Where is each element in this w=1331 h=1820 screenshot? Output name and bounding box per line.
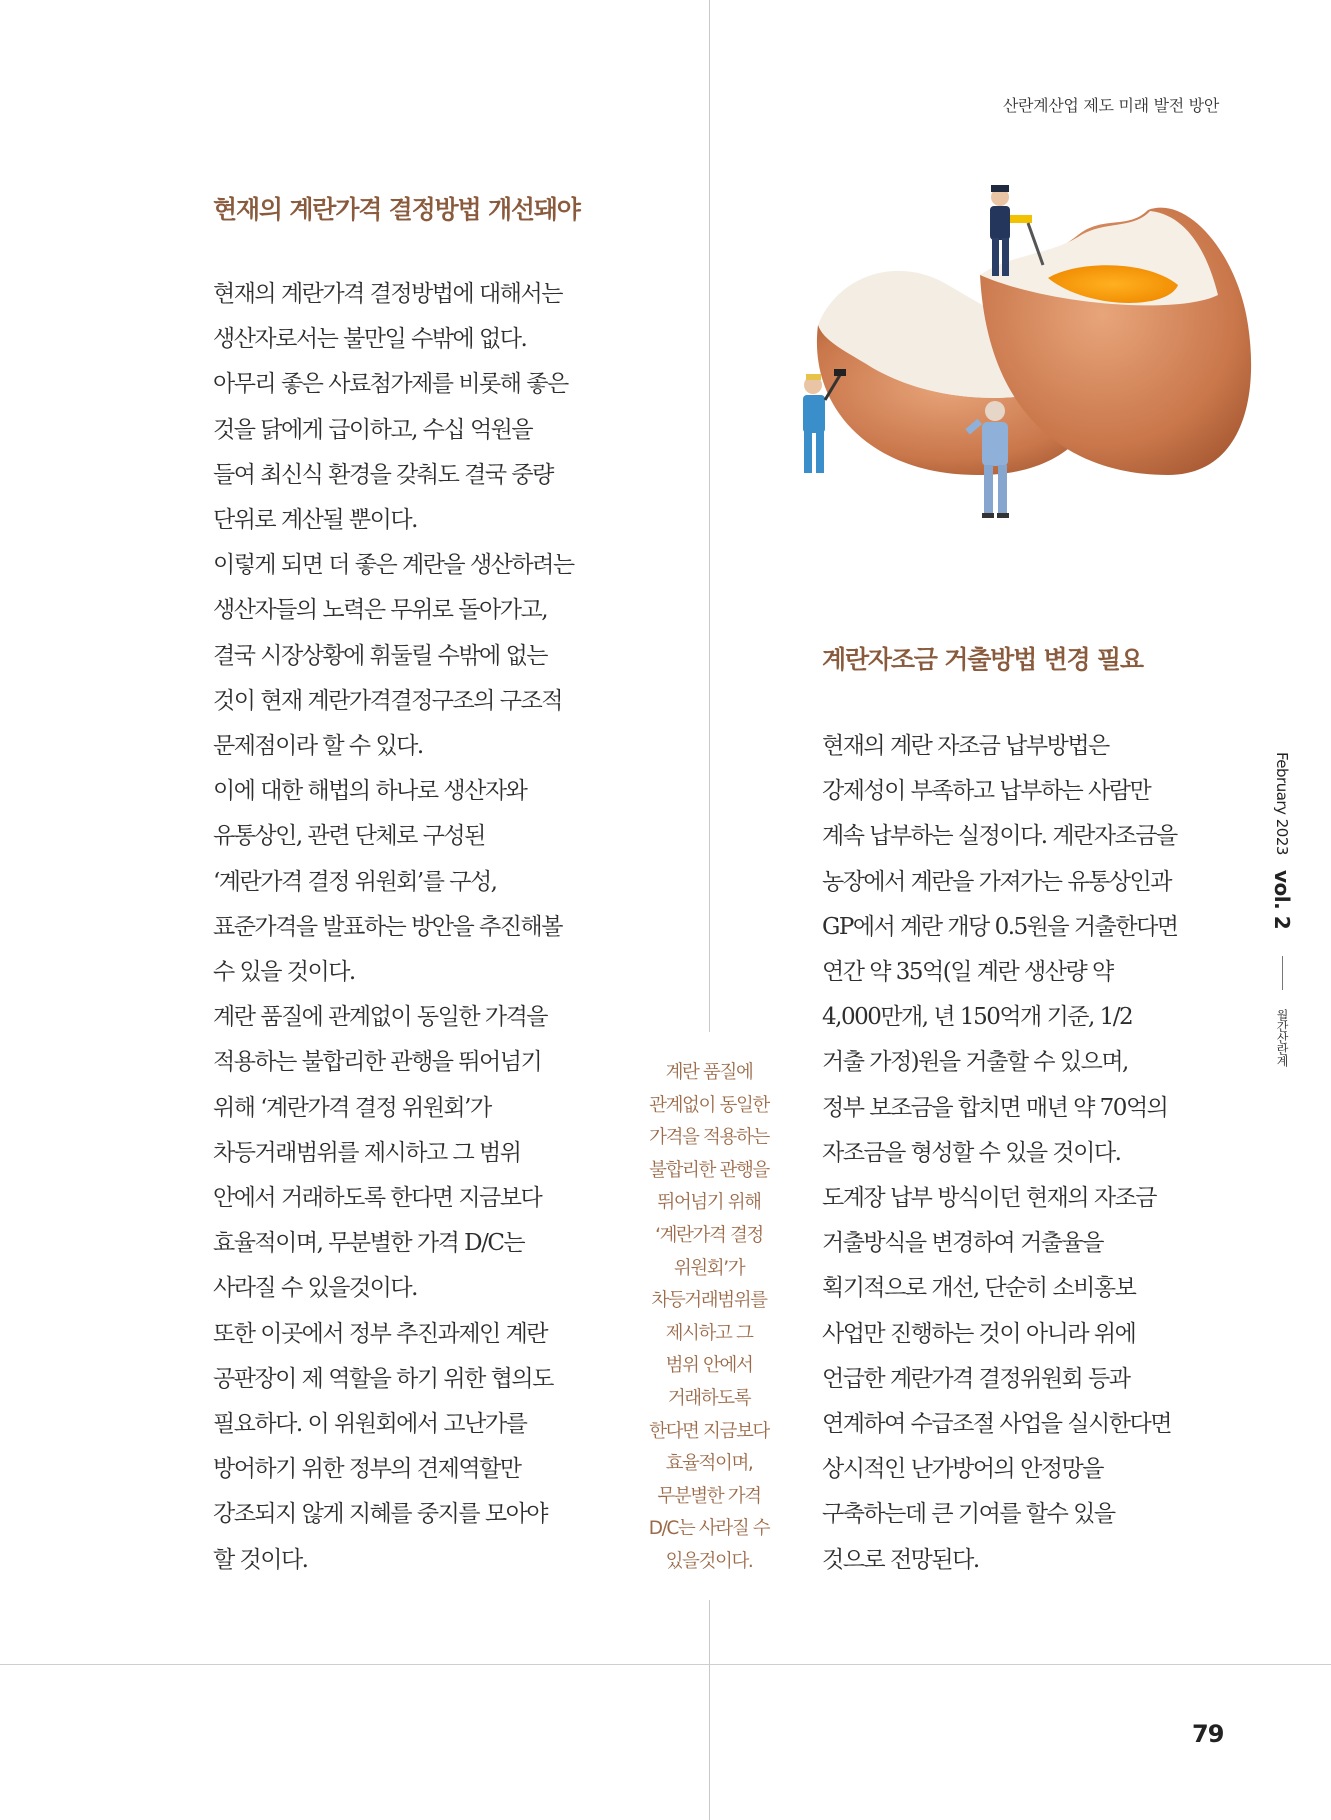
page-number: 79 — [1192, 1720, 1224, 1748]
issue-sidebar — [1270, 752, 1294, 1067]
body-text-line: 사라질 수 있을것이다. — [213, 1275, 417, 1302]
body-text-line: 사업만 진행하는 것이 아니라 위에 — [822, 1320, 1136, 1347]
pull-quote-line: 효율적이며, — [665, 1453, 753, 1475]
pull-quote-line: 제시하고 그 — [665, 1322, 753, 1344]
right-section-heading: 계란자조금 거출방법 변경 필요 — [822, 645, 1143, 674]
body-text-line: 이에 대한 해법의 하나로 생산자와 — [213, 778, 527, 805]
body-text-line: 표준가격을 발표하는 방안을 추진해볼 — [213, 913, 562, 940]
body-text-line: 필요하다. 이 위원회에서 고난가를 — [213, 1411, 527, 1438]
body-text-line: 들여 최신식 환경을 갖춰도 결국 중량 — [213, 461, 553, 488]
body-text-line: 거출방식을 변경하여 거출율을 — [822, 1230, 1103, 1257]
body-text-line: ‘계란가격 결정 위원회’를 구성, — [213, 868, 497, 895]
body-text-line: 생산자로서는 불만일 수밖에 없다. — [213, 326, 527, 353]
body-text-line: 효율적이며, 무분별한 가격 D/C는 — [213, 1230, 525, 1257]
pull-quote-line: 불합리한 관행을 — [649, 1159, 769, 1181]
body-text-line: 결국 시장상황에 휘둘릴 수밖에 없는 — [213, 642, 548, 669]
pull-quote-line: 범위 안에서 — [665, 1355, 753, 1377]
pull-quote — [626, 1057, 792, 1579]
body-text-line: 농장에서 계란을 가져가는 유통상인과 — [822, 868, 1171, 895]
issue-month: February 2023 — [1273, 752, 1291, 855]
body-text-line: 문제점이라 할 수 있다. — [213, 733, 423, 760]
body-text-line: 수 있을 것이다. — [213, 959, 355, 986]
body-text-line: 할 것이다. — [213, 1546, 308, 1573]
sidebar-divider — [1282, 956, 1283, 990]
pull-quote-line: 무분별한 가격 — [657, 1485, 761, 1507]
pull-quote-line: 계란 품질에 — [665, 1062, 753, 1083]
body-text-line: GP에서 계란 개당 0.5원을 거출한다면 — [822, 913, 1178, 940]
body-text-line: 것으로 전망된다. — [822, 1546, 979, 1573]
body-text-line: 차등거래범위를 제시하고 그 범위 — [213, 1139, 521, 1166]
body-text-line: 안에서 거래하도록 한다면 지금보다 — [213, 1185, 542, 1212]
body-text-line: 도계장 납부 방식이던 현재의 자조금 — [822, 1185, 1157, 1212]
body-text-line: 것이 현재 계란가격결정구조의 구조적 — [213, 687, 562, 714]
right-article-body — [822, 724, 1178, 1583]
body-text-line: 연간 약 35억(일 계란 생산량 약 — [822, 959, 1113, 986]
body-text-line: 방어하기 위한 정부의 견제역할만 — [213, 1456, 521, 1483]
body-text-line: 구축하는데 큰 기여를 할수 있을 — [822, 1501, 1115, 1528]
body-text-line: 것을 닭에게 급이하고, 수십 억원을 — [213, 416, 533, 443]
body-text-line: 4,000만개, 년 150억개 기준, 1/2 — [822, 1004, 1133, 1031]
body-text-line: 강제성이 부족하고 납부하는 사람만 — [822, 778, 1151, 805]
body-text-line: 유통상인, 관련 단체로 구성된 — [213, 823, 485, 850]
body-text-line: 거출 가정)원을 거출할 수 있으며, — [822, 1049, 1128, 1076]
body-text-line: 계란 품질에 관계없이 동일한 가격을 — [213, 1004, 548, 1031]
body-text-line: 또한 이곳에서 정부 추진과제인 계란 — [213, 1320, 548, 1347]
cracked-egg-with-miniature-workers-icon — [748, 175, 1268, 575]
body-text-line: 언급한 계란가격 결정위원회 등과 — [822, 1365, 1130, 1392]
pull-quote-line: 가격을 적용하는 — [649, 1127, 769, 1149]
pull-quote-line: 차등거래범위를 — [651, 1290, 767, 1312]
body-text-line: 획기적으로 개선, 단순히 소비홍보 — [822, 1275, 1136, 1302]
body-text-line: 현재의 계란 자조금 납부방법은 — [822, 733, 1109, 759]
left-section-heading: 현재의 계란가격 결정방법 개선돼야 — [213, 195, 580, 224]
pull-quote-line: 관계없이 동일한 — [649, 1094, 769, 1116]
body-text-line: 이렇게 되면 더 좋은 계란을 생산하려는 — [213, 552, 574, 579]
body-text-line: 단위로 계산될 뿐이다. — [213, 507, 417, 534]
pull-quote-line: 거래하도록 — [667, 1387, 751, 1409]
body-text-line: 자조금을 형성할 수 있을 것이다. — [822, 1139, 1121, 1166]
body-text-line: 상시적인 난가방어의 안정망을 — [822, 1456, 1103, 1483]
pull-quote-line: 뛰어넘기 위해 — [657, 1192, 761, 1214]
magazine-name: 월간산란계 — [1275, 1009, 1289, 1067]
pull-quote-line: 있을것이다. — [665, 1550, 753, 1572]
pull-quote-line: ‘계란가격 결정 — [655, 1224, 763, 1246]
body-text-line: 정부 보조금을 합치면 매년 약 70억의 — [822, 1094, 1168, 1121]
center-divider-bottom — [709, 1600, 710, 1820]
pull-quote-line: D/C는 사라질 수 — [648, 1518, 770, 1540]
issue-volume: vol. 2 — [1270, 870, 1294, 930]
running-header: 산란계산업 제도 미래 발전 방안 — [1002, 96, 1219, 115]
body-text-line: 현재의 계란가격 결정방법에 대해서는 — [213, 281, 562, 307]
pull-quote-line: 한다면 지금보다 — [649, 1420, 769, 1442]
body-text-line: 적용하는 불합리한 관행을 뛰어넘기 — [213, 1049, 542, 1076]
footer-divider — [0, 1664, 1331, 1665]
body-text-line: 공판장이 제 역할을 하기 위한 협의도 — [213, 1365, 553, 1392]
body-text-line: 계속 납부하는 실정이다. 계란자조금을 — [822, 823, 1177, 850]
center-divider-top — [709, 0, 710, 1032]
body-text-line: 아무리 좋은 사료첨가제를 비롯해 좋은 — [213, 371, 568, 398]
body-text-line: 위해 ‘계란가격 결정 위원회’가 — [213, 1094, 491, 1121]
left-article-body — [213, 272, 574, 1583]
pull-quote-line: 위원회’가 — [673, 1257, 745, 1279]
body-text-line: 강조되지 않게 지혜를 중지를 모아야 — [213, 1501, 548, 1528]
body-text-line: 생산자들의 노력은 무위로 돌아가고, — [213, 597, 548, 624]
body-text-line: 연계하여 수급조절 사업을 실시한다면 — [822, 1411, 1171, 1438]
